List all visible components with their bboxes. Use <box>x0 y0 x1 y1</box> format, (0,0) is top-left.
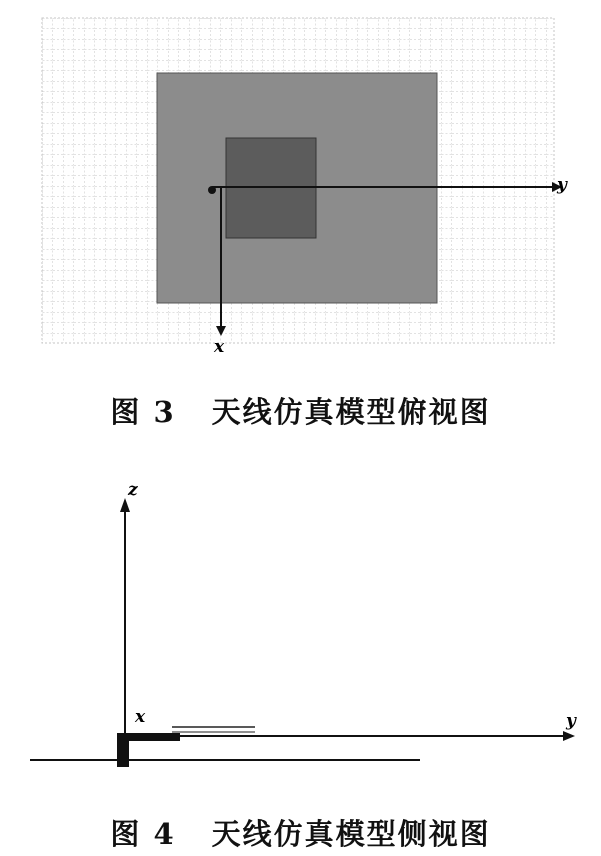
side-view-figure <box>0 470 601 800</box>
figure-3-caption <box>0 390 601 431</box>
top-view-diagram <box>0 0 601 380</box>
feed-post <box>117 733 129 767</box>
figure-3-number: 图 3 <box>110 395 176 429</box>
side-view-diagram <box>0 470 601 800</box>
figure-4-title: 天线仿真模型侧视图 <box>211 817 491 851</box>
y-axis-label: y <box>557 175 567 195</box>
figure-3-title: 天线仿真模型俯视图 <box>211 395 491 429</box>
z-axis-label: z <box>128 480 138 500</box>
x-axis-label: x <box>135 707 146 727</box>
top-view-figure <box>0 0 601 380</box>
z-axis-arrow <box>120 498 130 512</box>
origin-point <box>208 186 216 194</box>
y-axis-arrow <box>563 731 575 741</box>
y-axis-label: y <box>566 711 576 731</box>
x-axis-label: x <box>214 337 225 357</box>
figure-4-caption <box>0 812 601 853</box>
figure-4-number: 图 4 <box>110 817 176 851</box>
